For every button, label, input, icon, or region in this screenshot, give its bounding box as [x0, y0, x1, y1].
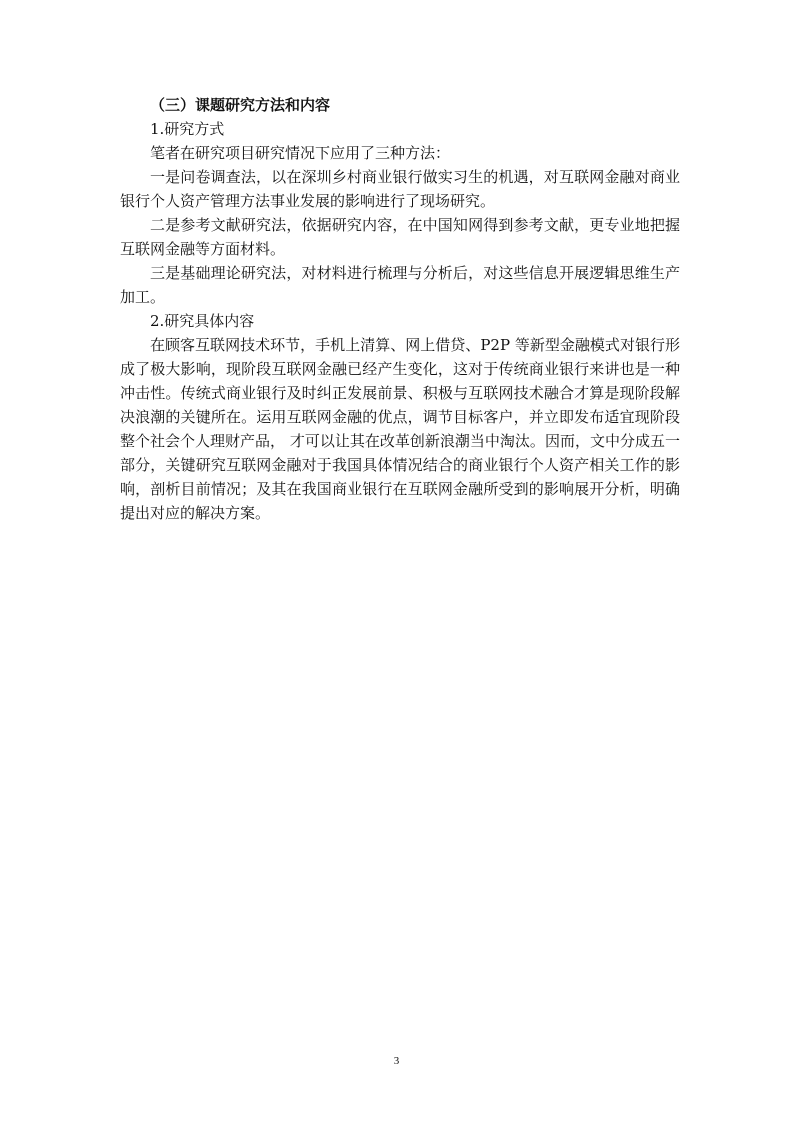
- method-intro: 笔者在研究项目研究情况下应用了三种方法：: [150, 144, 451, 162]
- method-paragraph-3: 三是基础理论研究法，对材料进行梳理与分析后，对这些信息开展逻辑思维生产加工。: [120, 264, 680, 306]
- method-paragraph-1: 一是问卷调查法，以在深圳乡村商业银行做实习生的机遇，对互联网金融对商业银行个人资产管理方法事业发展的影响进行了现场研究。: [120, 168, 680, 210]
- page-number: 3: [393, 1055, 400, 1067]
- content-body: 在顾客互联网技术环节，手机上清算、网上借贷、P2P 等新型金融模式对银行形成了极大影响，现阶段互联网金融已经产生变化，这对于传统商业银行来讲也是一种冲击性。传统式商业银行及时纠正发展前景、积极与互联网技术融合才算是现阶段解决浪潮的关键所在。运用互联网金融的优点，调节目标客户，并立即发布适宜现阶段整个社会个人理财产品， 才可以让其在改革创新浪潮当中淘汰。因而，文中分成五一部分，关键研究互联网金融对于我国具体情况结合的商业银行个人资产相关工作的影响，剖析目前情况；及其在我国商业银行在互联网金融所受到的影响展开分析，明确提出对应的解决方案。: [120, 336, 680, 522]
- method-title: 1.研究方式: [150, 120, 225, 138]
- content-title: 2.研究具体内容: [150, 312, 255, 330]
- section-heading: （三）课题研究方法和内容: [150, 96, 331, 114]
- method-paragraph-2: 二是参考文献研究法，依据研究内容，在中国知网得到参考文献，更专业地把握互联网金融等方面材料。: [120, 216, 680, 258]
- page-content: [120, 93, 680, 525]
